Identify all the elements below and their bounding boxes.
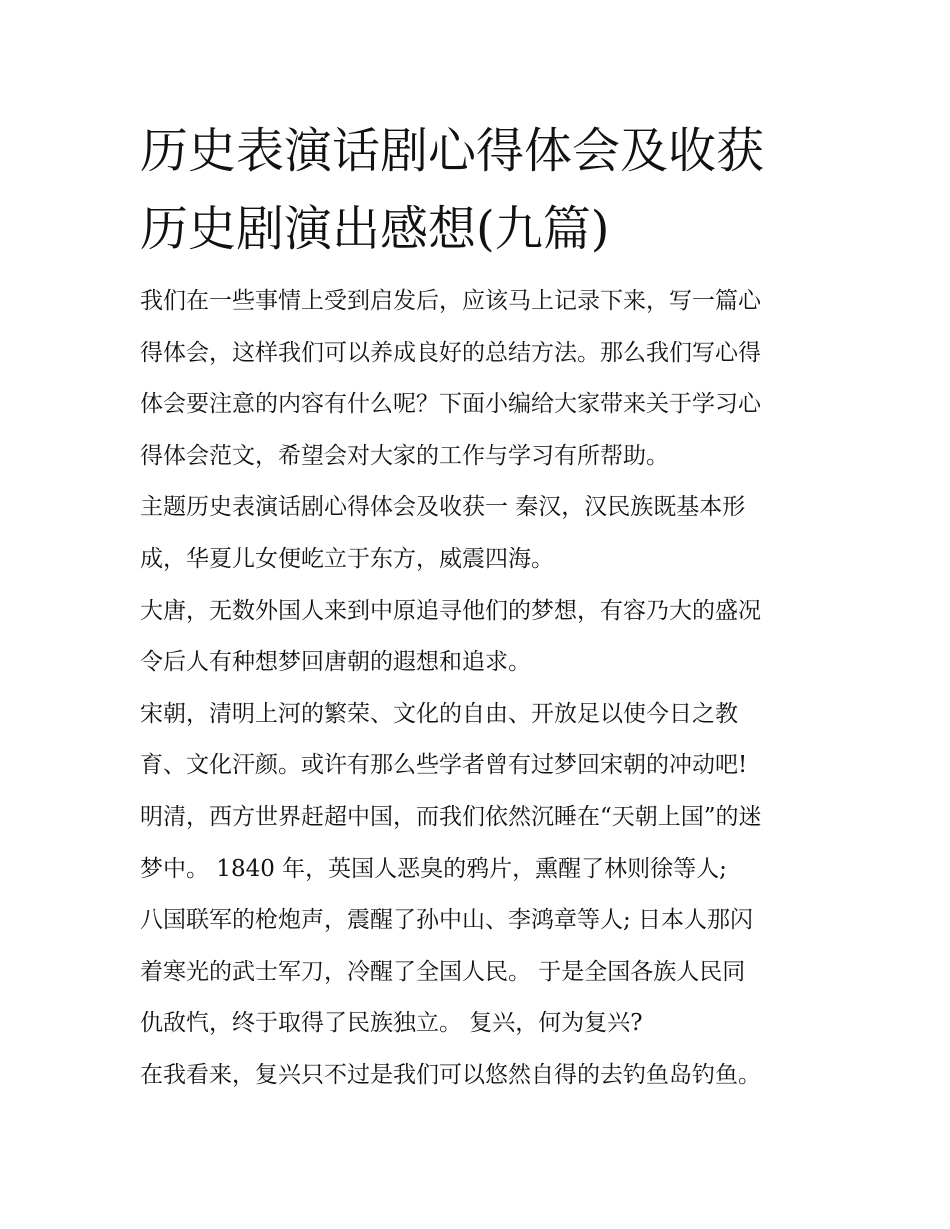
body-line: 梦中。 1840 年，英国人恶臭的鸦片，熏醒了林则徐等人; (140, 855, 727, 882)
body-line: 明清，西方世界赶超中国，而我们依然沉睡在“天朝上国”的迷 (140, 803, 762, 830)
body-line: 着寒光的武士军刀，冷醒了全国人民。 于是全国各族人民同 (140, 958, 746, 985)
body-line: 育、文化汗颜。或许有那么些学者曾有过梦回宋朝的冲动吧! (140, 752, 748, 779)
body-line: 成，华夏儿女便屹立于东方，威震四海。 (140, 545, 554, 572)
title-line: 历史表演话剧心得体会及收获 (140, 123, 765, 179)
document-body (140, 280, 820, 1106)
body-line: 八国联军的枪炮声，震醒了孙中山、李鸿章等人; 日本人那闪 (140, 907, 754, 934)
title-line: 历史剧演出感想(九篇) (140, 201, 610, 257)
body-line: 主题历史表演话剧心得体会及收获一 秦汉，汉民族既基本形 (140, 494, 746, 521)
body-line: 得体会范文，希望会对大家的工作与学习有所帮助。 (140, 442, 669, 469)
body-line: 令后人有种想梦回唐朝的遐想和追求。 (140, 649, 531, 676)
body-line: 仇敌忾，终于取得了民族独立。 复兴，何为复兴? (140, 1010, 643, 1037)
body-line: 宋朝，清明上河的繁荣、文化的自由、开放足以使今日之教 (140, 700, 738, 727)
body-line: 得体会，这样我们可以养成良好的总结方法。那么我们写心得 (140, 339, 761, 366)
body-line: 大唐，无数外国人来到中原追寻他们的梦想，有容乃大的盛况 (140, 597, 761, 624)
document-title (140, 112, 830, 268)
body-line: 我们在一些事情上受到启发后，应该马上记录下来，写一篇心 (140, 288, 761, 314)
body-line: 体会要注意的内容有什么呢？下面小编给大家带来关于学习心 (140, 391, 761, 418)
body-line: 在我看来，复兴只不过是我们可以悠然自得的去钓鱼岛钓鱼。 (140, 1061, 761, 1088)
